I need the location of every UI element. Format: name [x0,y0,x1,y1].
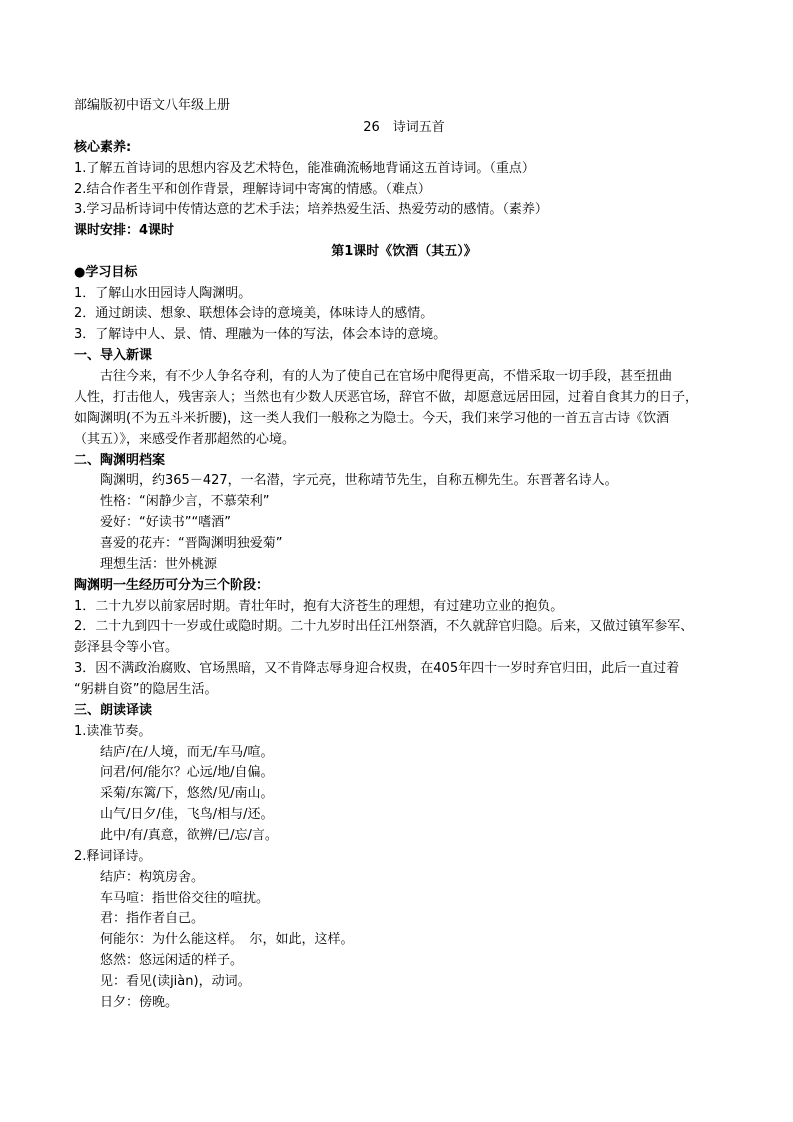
stage-line: 2．二十九到四十一岁或仕或隐时期。二十九岁时出任江州祭酒，不久就辞官归隐。后来，又做过镇军参军、 [74,619,694,634]
core-literacy-heading: 核心素养: [74,140,132,155]
gloss-item: 君：指作者自己。 [100,911,205,926]
profile-heading: 二、陶渊明档案 [74,453,166,468]
gloss-item: 悠然：悠远闲适的样子。 [100,953,244,968]
stage-line: 1．二十九岁以前家居时期。青壮年时，抱有大济苍生的理想，有过建功立业的抱负。 [74,599,564,614]
profile-line: 喜爱的花卉：“晋陶渊明独爱菊” [100,536,283,551]
schedule-line: 课时安排：4课时 [74,223,175,238]
goal-item: 2．通过朗读、想象、联想体会诗的意境美，体味诗人的感情。 [74,306,434,321]
rhythm-heading: 1.读准节奏。 [74,724,152,739]
profile-line: 陶渊明，约365－427，一名潜，字元亮，世称靖节先生，自称五柳先生。东晋著名诗人。 [100,473,618,488]
poem-line: 此中/有/真意，欲辨/已/忘/言。 [100,828,278,843]
page-title: 26 诗词五首 [363,120,445,135]
poem-line: 结庐/在/人境，而无/车马/喧。 [100,745,274,760]
intro-paragraph-line: 人性，打击他人，残害亲人；当然也有少数人厌恶官场，辞官不做，却愿意远居田园，过着自食其力的日子， [74,390,699,405]
profile-line: 爱好：“好读书”“嗜酒” [100,515,231,530]
stage-line: 彭泽县令等小官。 [74,640,179,655]
profile-line: 性格：“闲静少言，不慕荣利” [100,494,270,509]
profile-line: 理想生活：世外桃源 [100,557,218,572]
intro-heading: 一、导入新课 [74,348,153,363]
poem-line: 问君/何/能尔？心远/地/自偏。 [100,765,274,780]
gloss-heading: 2.释词译诗。 [74,849,152,864]
gloss-item: 车马喧：指世俗交往的喧扰。 [100,891,270,906]
core-literacy-item: 2.结合作者生平和创作背景，理解诗词中寄寓的情感。（难点） [74,182,431,197]
gloss-item: 何能尔：为什么能这样。 尔，如此，这样。 [100,932,354,947]
intro-paragraph-line: （其五）》，来感受作者那超然的心境。 [74,432,296,447]
stage-line: 3．因不满政治腐败、官场黑暗，又不肯降志辱身迎合权贵，在405年四十一岁时弃官归田，此后一直过着 [74,661,680,676]
goals-heading: ●学习目标 [74,265,138,280]
poem-line: 采菊/东篱/下，悠然/见/南山。 [100,786,274,801]
goal-item: 3．了解诗中人、景、情、理融为一体的写法，体会本诗的意境。 [74,327,447,342]
doc-header: 部编版初中语文八年级上册 [74,98,231,113]
goal-item: 1．了解山水田园诗人陶渊明。 [74,286,252,301]
intro-paragraph-line: 如陶渊明(不为五斗米折腰)，这一类人我们一般称之为隐士。今天，我们来学习他的一首五言古诗《饮酒 [74,411,670,426]
intro-paragraph-line: 古往今来，有不少人争名夺利，有的人为了使自己在官场中爬得更高，不惜采取一切手段，甚至扭曲 [100,369,673,384]
gloss-item: 日夕：傍晚。 [100,995,179,1010]
stages-heading: 陶渊明一生经历可分为三个阶段： [74,578,270,593]
core-literacy-item: 1.了解五首诗词的思想内容及艺术特色，能准确流畅地背诵这五首诗词。（重点） [74,161,535,176]
gloss-item: 结庐：构筑房舍。 [100,870,205,885]
core-literacy-item: 3.学习品析诗词中传情达意的艺术手法；培养热爱生活、热爱劳动的感情。（素养） [74,202,548,217]
reading-heading: 三、朗读译读 [74,703,153,718]
stage-line: “躬耕自资”的隐居生活。 [74,682,218,697]
gloss-item: 见：看见(读jiàn)，动词。 [100,974,251,989]
poem-line: 山气/日夕/佳，飞鸟/相与/还。 [100,807,274,822]
lesson-title: 第1课时《饮酒（其五）》 [331,244,477,259]
